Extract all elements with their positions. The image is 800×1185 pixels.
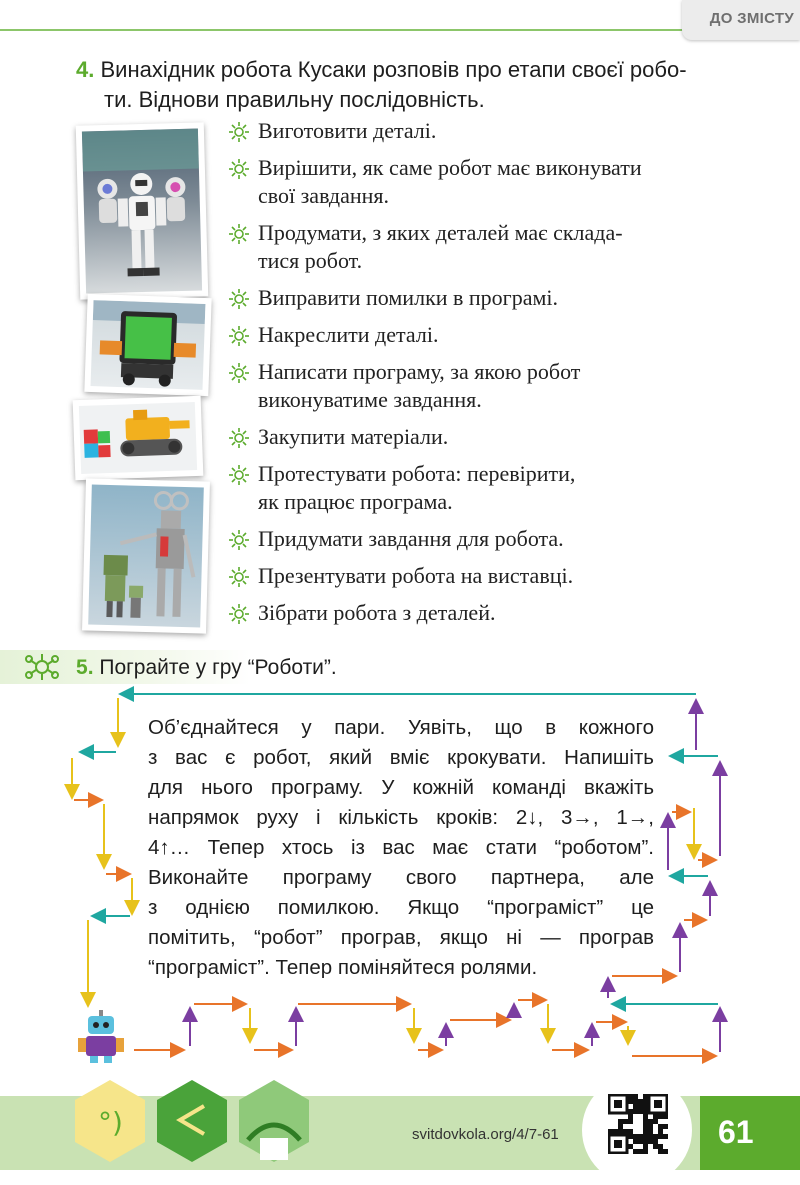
game-text-line: 4↑… Тепер хтось із вас має стати “роботом”.	[148, 836, 654, 859]
header-rule	[0, 29, 690, 31]
game-text-line: напрямок руху і кількість кроків: 2↓, 3→, 1→,	[148, 806, 654, 829]
sun-bullet-icon	[228, 325, 250, 347]
step-line-1: Закупити матеріали.	[258, 424, 449, 449]
sun-bullet-icon	[228, 566, 250, 588]
qr-code-icon[interactable]	[608, 1094, 668, 1154]
step-item	[228, 117, 748, 145]
task-4-heading: 4. Винахідник робота Кусаки розповів про етапи своєї робо- ти. Віднови правильну послідовність.	[76, 55, 736, 115]
game-text-line: з однією помилкою. Якщо “програміст” це	[148, 896, 654, 919]
task-5-heading: 5. Пограйте у гру “Роботи”.	[76, 656, 337, 679]
step-item	[228, 525, 748, 553]
group-work-icon	[24, 652, 60, 682]
game-text-line: Об’єднайтеся у пари. Уявіть, що в кожного	[148, 716, 654, 739]
step-item	[228, 562, 748, 590]
sun-bullet-icon	[228, 223, 250, 245]
robot-photo-2	[84, 294, 211, 396]
task-5-title: Пограйте у гру “Роботи”.	[99, 656, 337, 679]
robot-character-icon	[76, 1010, 126, 1064]
step-item	[228, 358, 748, 414]
step-line-1: Написати програму, за якою робот	[258, 359, 581, 384]
game-text-line: з вас є робот, який вміє крокувати. Напишіть	[148, 746, 654, 769]
task-4-number: 4	[76, 57, 89, 82]
robot-photo-1	[76, 122, 209, 299]
step-line-2: виконуватиме завдання.	[258, 387, 482, 412]
task-5-number: 5	[76, 656, 88, 679]
sun-bullet-icon	[228, 158, 250, 180]
sun-bullet-icon	[228, 288, 250, 310]
step-line-1: Вирішити, як саме робот має виконувати	[258, 155, 642, 180]
step-line-1: Придумати завдання для робота.	[258, 526, 564, 551]
step-line-1: Виготовити деталі.	[258, 118, 437, 143]
game-text-line: Виконайте програму свого партнера, але	[148, 866, 654, 889]
game-text-line: “програміст”. Тепер поміняйтеся ролями.	[148, 956, 538, 979]
step-item	[228, 321, 748, 349]
sun-bullet-icon	[228, 603, 250, 625]
step-line-2: як працює програма.	[258, 489, 453, 514]
step-line-1: Зібрати робота з деталей.	[258, 600, 496, 625]
svg-text:°): °)	[98, 1106, 123, 1139]
step-line-1: Продумати, з яких деталей має склада-	[258, 220, 623, 245]
step-line-1: Презентувати робота на виставці.	[258, 563, 574, 588]
step-item	[228, 154, 748, 210]
task-4-line-1: Винахідник робота Кусаки розповів про етапи своєї робо-	[100, 57, 687, 82]
task-4-steps-list	[228, 117, 748, 636]
sun-bullet-icon	[228, 427, 250, 449]
step-line-1: Протестувати робота: перевірити,	[258, 461, 576, 486]
step-item	[228, 284, 748, 312]
footer-hex-icons	[70, 1080, 320, 1170]
footer-url[interactable]: svitdovkola.org/4/7-61	[412, 1126, 559, 1143]
task-4-line-2: ти. Віднови правильну послідовність.	[104, 87, 485, 112]
sun-bullet-icon	[228, 121, 250, 143]
sun-bullet-icon	[228, 529, 250, 551]
step-line-1: Виправити помилки в програмі.	[258, 285, 559, 310]
step-item	[228, 423, 748, 451]
step-line-2: тися робот.	[258, 248, 363, 273]
page-number: 61	[718, 1114, 754, 1150]
step-line-1: Накреслити деталі.	[258, 322, 439, 347]
toc-button[interactable]	[682, 0, 800, 40]
game-text-line: для нього програму. У кожній команді вкажіть	[148, 776, 654, 799]
toc-label: ДО ЗМІСТУ	[709, 10, 794, 27]
step-item	[228, 460, 748, 516]
robot-photo-4	[82, 478, 210, 633]
step-line-2: свої завдання.	[258, 183, 390, 208]
game-instructions	[148, 713, 654, 983]
step-item	[228, 599, 748, 627]
sun-bullet-icon	[228, 464, 250, 486]
game-text-line: помітить, “робот” програв, якщо ні — програв	[148, 926, 654, 949]
robot-photo-3	[73, 396, 204, 480]
sun-bullet-icon	[228, 362, 250, 384]
step-item	[228, 219, 748, 275]
